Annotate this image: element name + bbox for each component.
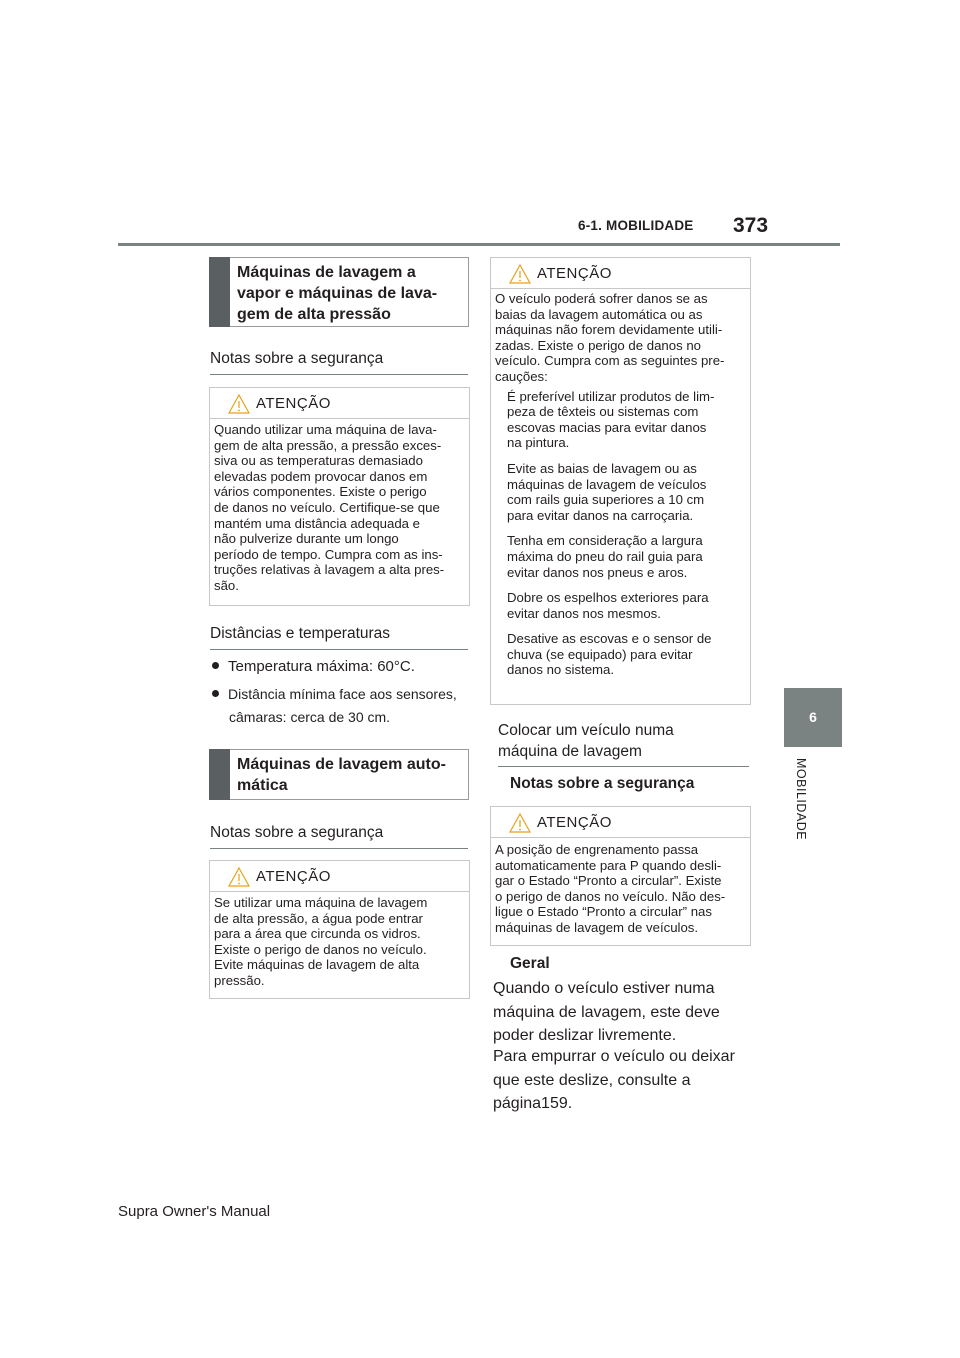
warning-header	[210, 861, 469, 892]
warning-triangle-icon	[509, 813, 531, 833]
precaution-item: Dobre os espelhos exteriores para evitar danos nos mesmos.	[507, 590, 709, 621]
header-divider	[118, 243, 840, 246]
warning-body: A posição de engrenamento passa automaticamente para P quando desli- gar o Estado “Pronto a circular”. Existe o perigo de danos no veículo. Não des- ligue o Estado “Pronto a circular” nas máquinas de lavagem de veículos.	[495, 842, 726, 935]
warning-body: Se utilizar uma máquina de lavagem de alta pressão, a água pode entrar para a área que circunda os vidros. Existe o perigo de danos no veículo. Evite máquinas de lavagem de alta pressão.	[214, 895, 428, 988]
heading-text: Máquinas de lavagem auto- mática	[237, 756, 446, 794]
warning-label: ATENÇÃO	[256, 868, 331, 885]
warning-label: ATENÇÃO	[537, 814, 612, 831]
bullet-min-distance: Distância mínima face aos sensores,	[212, 684, 457, 704]
precaution-item: Desative as escovas e o sensor de chuva (se equipado) para evitar danos no sistema.	[507, 631, 712, 678]
bold-heading-general: Geral	[510, 955, 550, 972]
precaution-item: É preferível utilizar produtos de lim- peza de têxteis ou sistemas com escovas macias para evitar danos na pintura.	[507, 388, 715, 451]
warning-triangle-icon	[228, 394, 250, 414]
warning-triangle-icon	[509, 264, 531, 284]
bullet-max-temperature: Temperatura máxima: 60°C.	[212, 657, 415, 677]
precaution-item: Tenha em consideração a largura máxima do pneu do rail guia para evitar danos nos pneus e aros.	[507, 533, 703, 580]
paragraph-free-roll: Quando o veículo estiver numa máquina de lavagem, este deve poder deslizar livremente.	[493, 980, 720, 1044]
chapter-tab-label: MOBILIDADE	[794, 758, 808, 841]
warning-header	[491, 258, 750, 289]
footer-manual-title: Supra Owner's Manual	[118, 1203, 271, 1220]
subhead-safety-notes-2: Notas sobre a segurança	[210, 822, 468, 849]
chapter-tab-number: 6	[784, 688, 842, 747]
section-title: 6-1. MOBILIDADE	[578, 218, 694, 233]
warning-box-gear-position	[490, 806, 751, 946]
warning-label: ATENÇÃO	[256, 395, 331, 412]
page-number: 373	[733, 214, 769, 237]
subhead-placing-vehicle: Colocar um veículo numa máquina de lavagem	[498, 720, 749, 767]
heading-bar	[209, 257, 230, 327]
paragraph-push-reference: Para empurrar o veículo ou deixar que este deslize, consulte a página159.	[493, 1048, 735, 1112]
warning-body: Quando utilizar uma máquina de lava- gem de alta pressão, a pressão exces- siva ou as temperaturas demasiado elevadas podem provocar danos em vários componentes. Existe o perigo de danos no veículo. Certifique-se que mantém uma distância adequada e não pulverize durante um longo período de tempo. Cumpra com as ins- truções relativas à lavagem a alta pres- são.	[214, 422, 445, 593]
subhead-safety-notes: Notas sobre a segurança	[210, 348, 468, 375]
heading-steam-washers	[209, 257, 469, 327]
precaution-item: Evite as baias de lavagem ou as máquinas de lavagem de veículos com rails guia superiores a 10 cm para evitar danos na carroçaria.	[507, 460, 707, 523]
subhead-distances: Distâncias e temperaturas	[210, 623, 468, 650]
bullet-dot	[212, 690, 219, 697]
warning-label: ATENÇÃO	[537, 265, 612, 282]
warning-header	[210, 388, 469, 419]
warning-header	[491, 807, 750, 838]
heading-text: Máquinas de lavagem a vapor e máquinas de lava- gem de alta pressão	[237, 264, 438, 323]
warning-triangle-icon	[228, 867, 250, 887]
warning-box-high-pressure	[209, 387, 470, 606]
bold-heading-safety-notes: Notas sobre a segurança	[510, 775, 695, 792]
warning-box-automatic-wash	[490, 257, 751, 705]
warning-body: O veículo poderá sofrer danos se as baias da lavagem automática ou as máquinas não forem devidamente utili- zadas. Existe o perigo de danos no veículo. Cumpra com as seguintes pre- cauções: É preferível utilizar produtos de lim- peza de têxteis ou sistemas com escovas macias para evitar danos na pintura. Evite as baias de lavagem ou as máquinas de lavagem de veículos com rails guia superiores a 10 cm para evitar danos na carroçaria. Tenha em consideração a largura máxima do pneu do rail guia para evitar danos nos pneus e aros. Dobre os espelhos exteriores para evitar danos nos mesmos. Desative as escovas e o sensor de chuva (se equipado) para evitar danos no sistema.	[495, 291, 744, 678]
heading-automatic-washers	[209, 749, 469, 800]
bullet-dot	[212, 662, 219, 669]
warning-box-water-entry	[209, 860, 470, 999]
heading-bar	[209, 749, 230, 800]
bullet-min-distance-cont: câmaras: cerca de 30 cm.	[229, 709, 391, 725]
